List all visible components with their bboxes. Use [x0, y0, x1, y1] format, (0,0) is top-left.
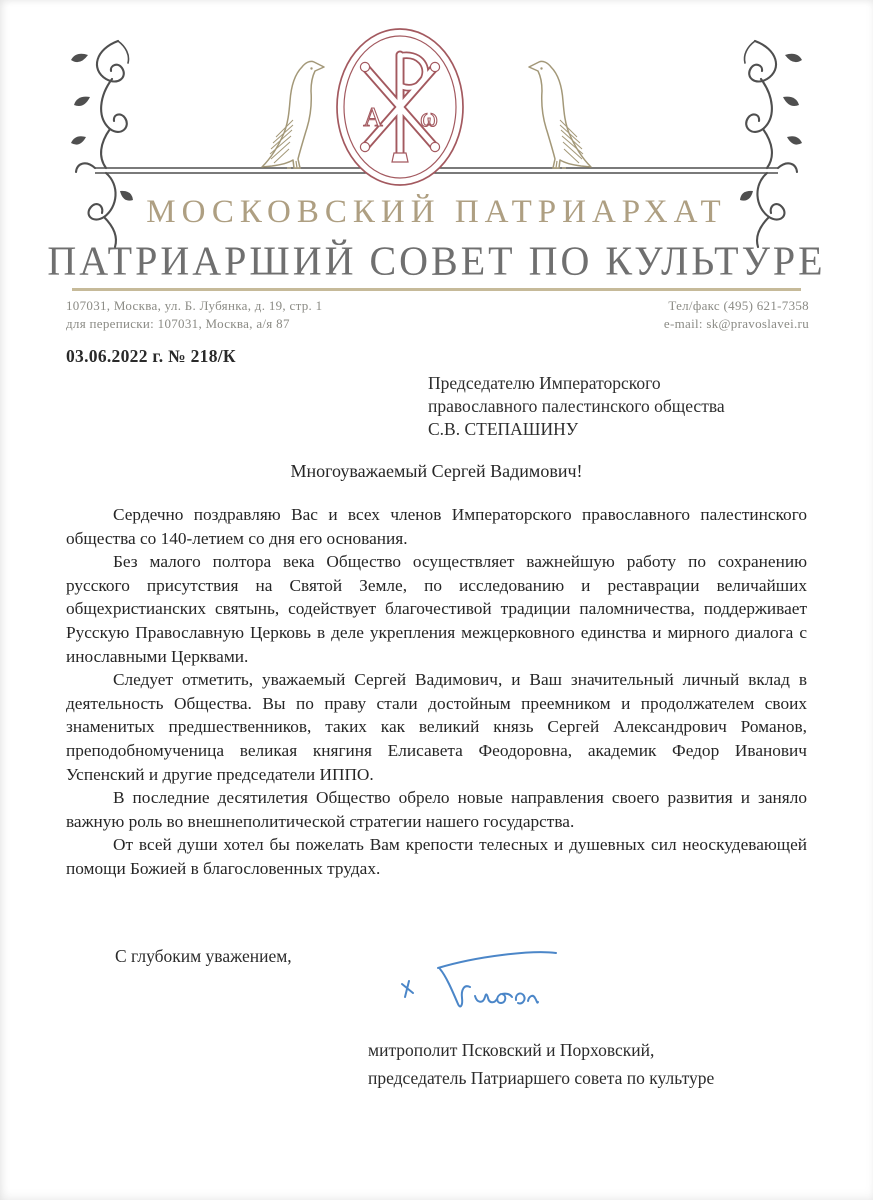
chi-rho-emblem [337, 29, 463, 185]
letter-body [66, 503, 807, 881]
paragraph-1: Сердечно поздравляю Вас и всех членов Императорского православного палестинского общества со 140-летием со дня его основания. [66, 505, 807, 548]
header-rule [72, 288, 801, 291]
salutation: Многоуважаемый Сергей Вадимович! [290, 461, 583, 481]
email-line: e-mail: sk@pravoslavei.ru [663, 316, 809, 331]
paragraph-3: Следует отметить, уважаемый Сергей Вадимович, и Ваш значительный личный вклад в деятельность Общества. Вы по праву стали достойным преемником и продолжателем своих знаменитых предшественников, таких как великий князь Сергей Александрович Романов, преподобномученица великая княгиня Елисавета Феодоровна, академик Федор Иванович Успенский и другие председатели ИППО. [66, 670, 807, 784]
alpha-letter: А [363, 102, 383, 132]
signoff-block [368, 1036, 714, 1092]
address-line-2: для переписки: 107031, Москва, а/я 87 [66, 316, 290, 331]
signoff-line-2: председатель Патриаршего совета по культуре [368, 1068, 715, 1088]
dove-right-icon [529, 61, 591, 168]
contact-address [66, 297, 322, 333]
address-line-1: 107031, Москва, ул. Б. Лубянка, д. 19, стр. 1 [66, 298, 323, 313]
signoff-line-1: митрополит Псковский и Порховский, [368, 1040, 655, 1060]
paragraph-2: Без малого полтора века Общество осуществляет важнейшую работу по сохранению русского присутствия на Святой Земле, по исследованию и реставрации величайших общехристианских святынь, содействует благочестивой традиции паломничества, поддерживает Русскую Православную Церковь в деле укрепления межцерковного единства и мирного диалога с инославными Церквами. [66, 552, 807, 666]
dove-left-icon [262, 61, 324, 168]
closing-line: С глубоким уважением, [115, 946, 292, 966]
signature-autograph [382, 944, 572, 1024]
paragraph-5: От всей души хотел бы пожелать Вам крепости телесных и душевных сил неоскудевающей помощи Божией в благословенных трудах. [66, 835, 807, 878]
org-name-main: ПАТРИАРШИЙ СОВЕТ ПО КУЛЬТУРЕ [47, 237, 826, 284]
omega-letter: ω [420, 102, 438, 132]
org-name-top: МОСКОВСКИЙ ПАТРИАРХАТ [146, 194, 727, 230]
addressee-line-3: С.В. СТЕПАШИНУ [428, 419, 579, 439]
addressee-block [428, 372, 725, 441]
date-reference-line: 03.06.2022 г. № 218/К [66, 346, 236, 366]
phone-line: Тел/факс (495) 621-7358 [668, 298, 809, 313]
paragraph-4: В последние десятилетия Общество обрело новые направления своего развития и заняло важную роль во внешнеполитической стратегии нашего государства. [66, 788, 807, 831]
addressee-line-2: православного палестинского общества [428, 396, 725, 416]
addressee-line-1: Председателю Императорского [428, 373, 661, 393]
contact-phone-email [664, 297, 809, 333]
